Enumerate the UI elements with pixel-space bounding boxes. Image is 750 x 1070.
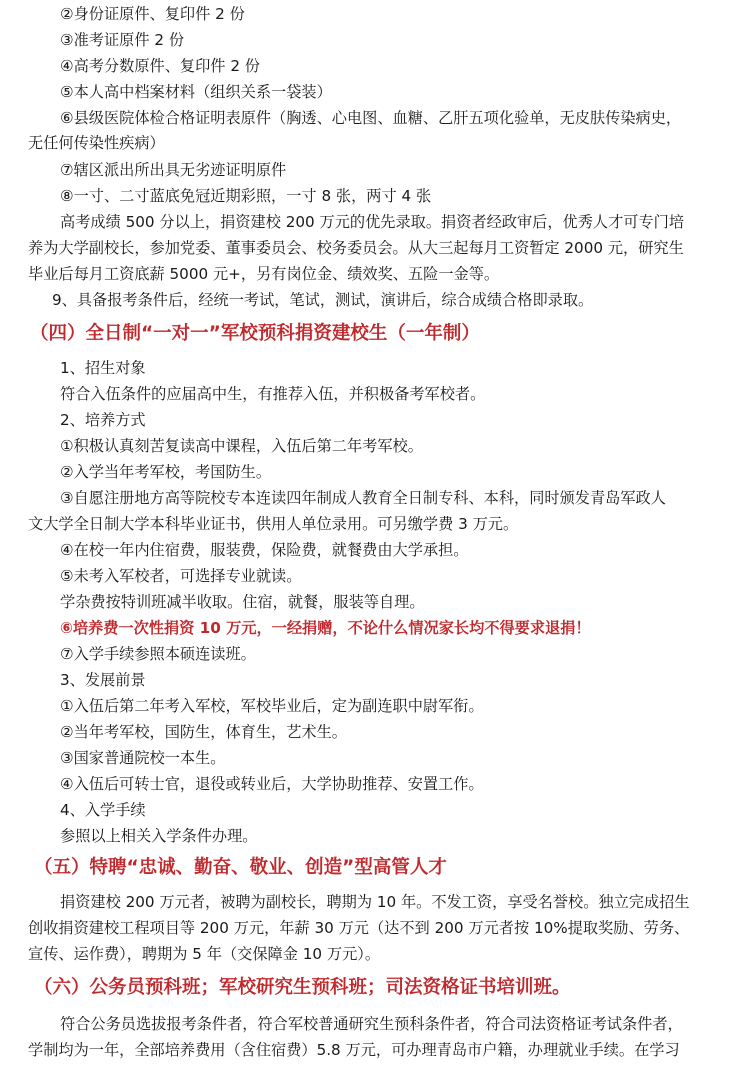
paragraph-line: 毕业后每月工资底薪 5000 元+，另有岗位金、绩效奖、五险一金等。 — [28, 265, 500, 283]
text-line: 文大学全日制大学本科毕业证书，供用人单位录用。可另缴学费 3 万元。 — [28, 515, 519, 533]
text-line: ⑤未考入军校者，可选择专业就读。 — [60, 567, 302, 585]
section-heading-5: （五）特聘“忠诚、勤奋、敬业、创造”型高管人才 — [34, 857, 447, 878]
text-line: ①积极认真刻苦复读高中课程，入伍后第二年考军校。 — [60, 437, 423, 455]
text-line: 参照以上相关入学条件办理。 — [60, 827, 258, 845]
paragraph-line: 学制均为一年，全部培养费用（含住宿费）5.8 万元，可办理青岛市户籍，办理就业手续。在学习 — [28, 1041, 680, 1059]
subheading: 2、培养方式 — [60, 411, 146, 429]
text-line: ②当年考军校，国防生，体育生，艺术生。 — [60, 723, 347, 741]
text-line: ③自愿注册地方高等院校专本连读四年制成人教育全日制专科、本科，同时颁发青岛军政人 — [60, 489, 666, 507]
text-line: ②入学当年考军校，考国防生。 — [60, 463, 272, 481]
text-line: ⑦辖区派出所出具无劣迹证明原件 — [60, 161, 287, 179]
text-line: ⑦入学手续参照本硕连读班。 — [60, 645, 256, 663]
subheading: 4、入学手续 — [60, 801, 146, 819]
text-line: 学杂费按特训班减半收取。住宿，就餐，服装等自理。 — [60, 593, 425, 611]
paragraph-line: 宣传、运作费），聘期为 5 年（交保障金 10 万元）。 — [28, 945, 381, 963]
text-line: ②身份证原件、复印件 2 份 — [60, 5, 245, 23]
text-line: ④在校一年内住宿费，服装费，保险费，就餐费由大学承担。 — [60, 541, 469, 559]
text-line: 9、具备报考条件后，经统一考试，笔试，测试，演讲后，综合成绩合格即录取。 — [52, 291, 594, 309]
paragraph-line: 养为大学副校长，参加党委、董事委员会、校务委员会。从大三起每月工资暂定 2000 元，研究生 — [28, 239, 684, 257]
text-line: 无任何传染性疾病） — [28, 134, 165, 152]
refund-warning: ⑥培养费一次性捐资 10 万元，一经捐赠，不论什么情况家长均不得要求退捐！ — [60, 619, 591, 637]
text-line: ④高考分数原件、复印件 2 份 — [60, 57, 260, 75]
text-line: ③国家普通院校一本生。 — [60, 749, 226, 767]
paragraph-line: 创收捐资建校工程项目等 200 万元，年薪 30 万元（达不到 200 万元者按 10%提取奖励、劳务、 — [28, 919, 690, 937]
text-line: ③准考证原件 2 份 — [60, 31, 185, 49]
paragraph-line: 高考成绩 500 分以上，捐资建校 200 万元的优先录取。捐资者经政审后，优秀人才可专门培 — [60, 213, 685, 231]
text-line: 符合入伍条件的应届高中生，有推荐入伍，并积极备考军校者。 — [60, 385, 486, 403]
text-line: ①入伍后第二年考入军校，军校毕业后，定为副连职中尉军衔。 — [60, 697, 484, 715]
paragraph-line: 符合公务员选拔报考条件者，符合军校普通研究生预科条件者，符合司法资格证考试条件者， — [60, 1015, 683, 1033]
text-line: ⑥县级医院体检合格证明表原件（胸透、心电图、血糖、乙肝五项化验单，无皮肤传染病史， — [60, 109, 682, 127]
subheading: 3、发展前景 — [60, 671, 146, 689]
text-line: ⑧一寸、二寸蓝底免冠近期彩照，一寸 8 张，两寸 4 张 — [60, 187, 432, 205]
section-heading-4: （四）全日制“一对一”军校预科捐资建校生（一年制） — [30, 323, 480, 344]
text-line: ⑤本人高中档案材料（组织关系一袋装） — [60, 83, 332, 101]
subheading: 1、招生对象 — [60, 359, 146, 377]
paragraph-line: 捐资建校 200 万元者，被聘为副校长，聘期为 10 年。不发工资，享受名誉校。独立完成招生 — [60, 893, 690, 911]
text-line: ④入伍后可转士官，退役或转业后，大学协助推荐、安置工作。 — [60, 775, 484, 793]
section-heading-6: （六）公务员预科班；军校研究生预科班；司法资格证书培训班。 — [34, 977, 571, 998]
